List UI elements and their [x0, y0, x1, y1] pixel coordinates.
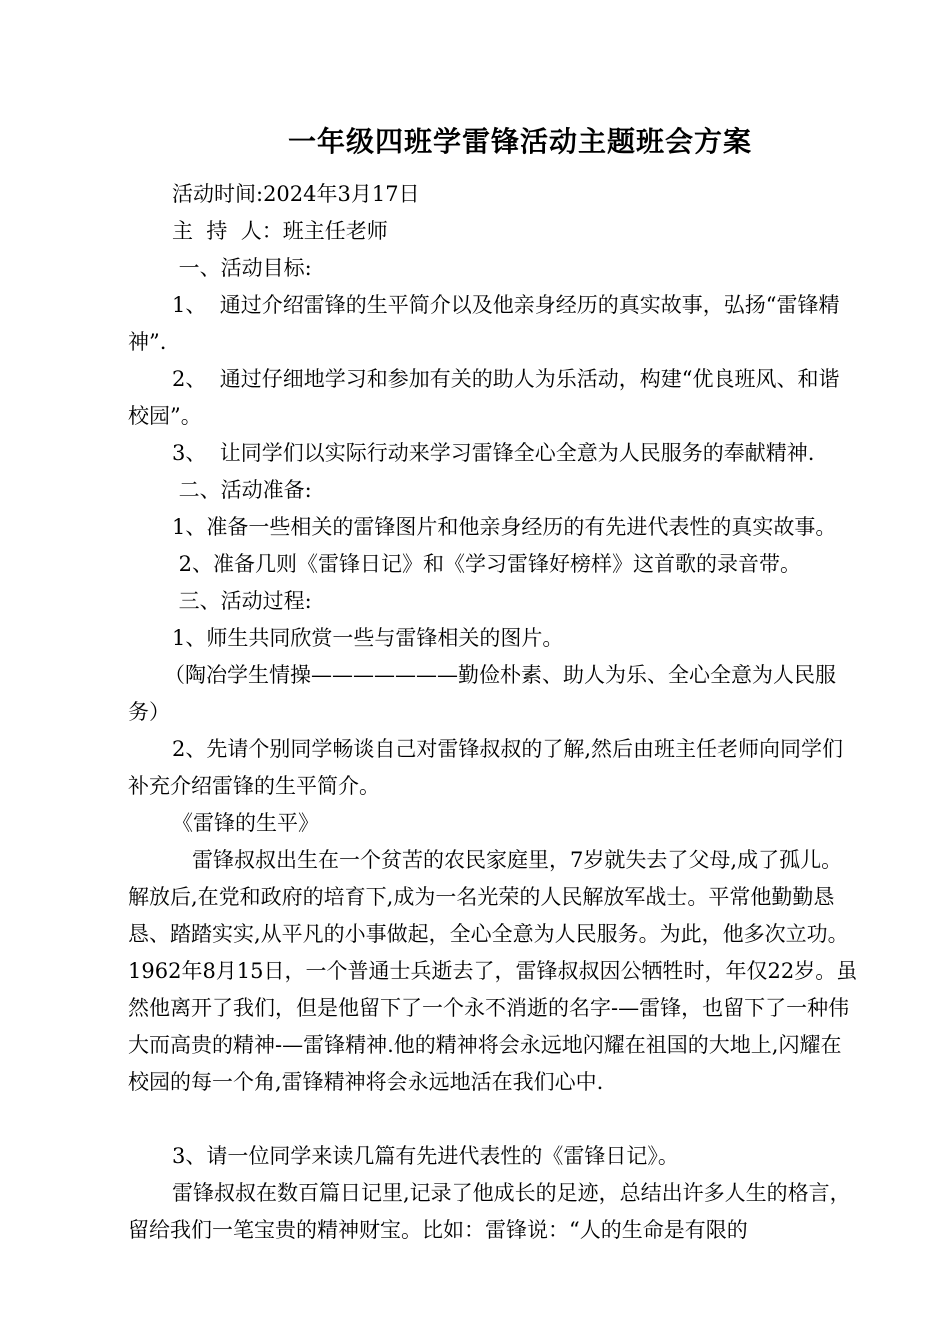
goal-item-2: 2、 通过仔细地学习和参加有关的助人为乐活动，构建“优良班风、和谐校园”。 — [128, 367, 840, 428]
section-title-biography: 《雷锋的生平》 — [172, 811, 319, 835]
document-title: 一年级四班学雷锋活动主题班会方案 — [287, 125, 752, 158]
process-item-1: 1、师生共同欣赏一些与雷锋相关的图片。 — [172, 626, 564, 650]
prep-item-2: 2、准备几则《雷锋日记》和《学习雷锋好榜样》这首歌的录音带。 — [172, 552, 802, 576]
goal-item-1: 1、 通过介绍雷锋的生平简介以及他亲身经历的真实故事，弘扬“雷锋精神”. — [128, 293, 840, 354]
host-line: 主 持 人：班主任老师 — [172, 219, 388, 243]
section-heading-preparation: 二、活动准备: — [172, 478, 312, 502]
biography-paragraph: 雷锋叔叔出生在一个贫苦的农民家庭里，7岁就失去了父母,成了孤儿。解放后,在党和政府的培育下,成为一名光荣的人民解放军战士。平常他勤勤恳恳、踏踏实实,从平凡的小事做起，全心全意为人民服务。为此，他多次立功。1962年8月15日，一个普通士兵逝去了，雷锋叔叔因公牺牲时，年仅22岁。虽然他离开了我们，但是他留下了一个永不消逝的名字-—雷锋，也留下了一种伟大而高贵的精神-—雷锋精神.他的精神将会永远地闪耀在祖国的大地上,闪耀在校园的每一个角,雷锋精神将会永远地活在我们心中. — [128, 848, 858, 1094]
goal-item-3: 3、 让同学们以实际行动来学习雷锋全心全意为人民服务的奉献精神. — [172, 441, 815, 465]
process-item-2: 2、先请个别同学畅谈自己对雷锋叔叔的了解,然后由班主任老师向同学们补充介绍雷锋的生平简介。 — [128, 737, 844, 798]
section-heading-process: 三、活动过程: — [172, 589, 312, 613]
process-note: （陶冶学生情操———————勤俭朴素、助人为乐、全心全意为人民服务） — [128, 663, 836, 724]
diary-paragraph: 雷锋叔叔在数百篇日记里,记录了他成长的足迹，总结出许多人生的格言，留给我们一笔宝贵的精神财宝。比如：雷锋说：“人的生命是有限的 — [128, 1181, 851, 1242]
process-item-3: 3、请一位同学来读几篇有先进代表性的《雷锋日记》。 — [172, 1144, 679, 1168]
activity-time: 活动时间:2024年3月17日 — [172, 182, 420, 206]
prep-item-1: 1、准备一些相关的雷锋图片和他亲身经历的有先进代表性的真实故事。 — [172, 515, 837, 539]
section-heading-goals: 一、活动目标: — [172, 256, 312, 280]
